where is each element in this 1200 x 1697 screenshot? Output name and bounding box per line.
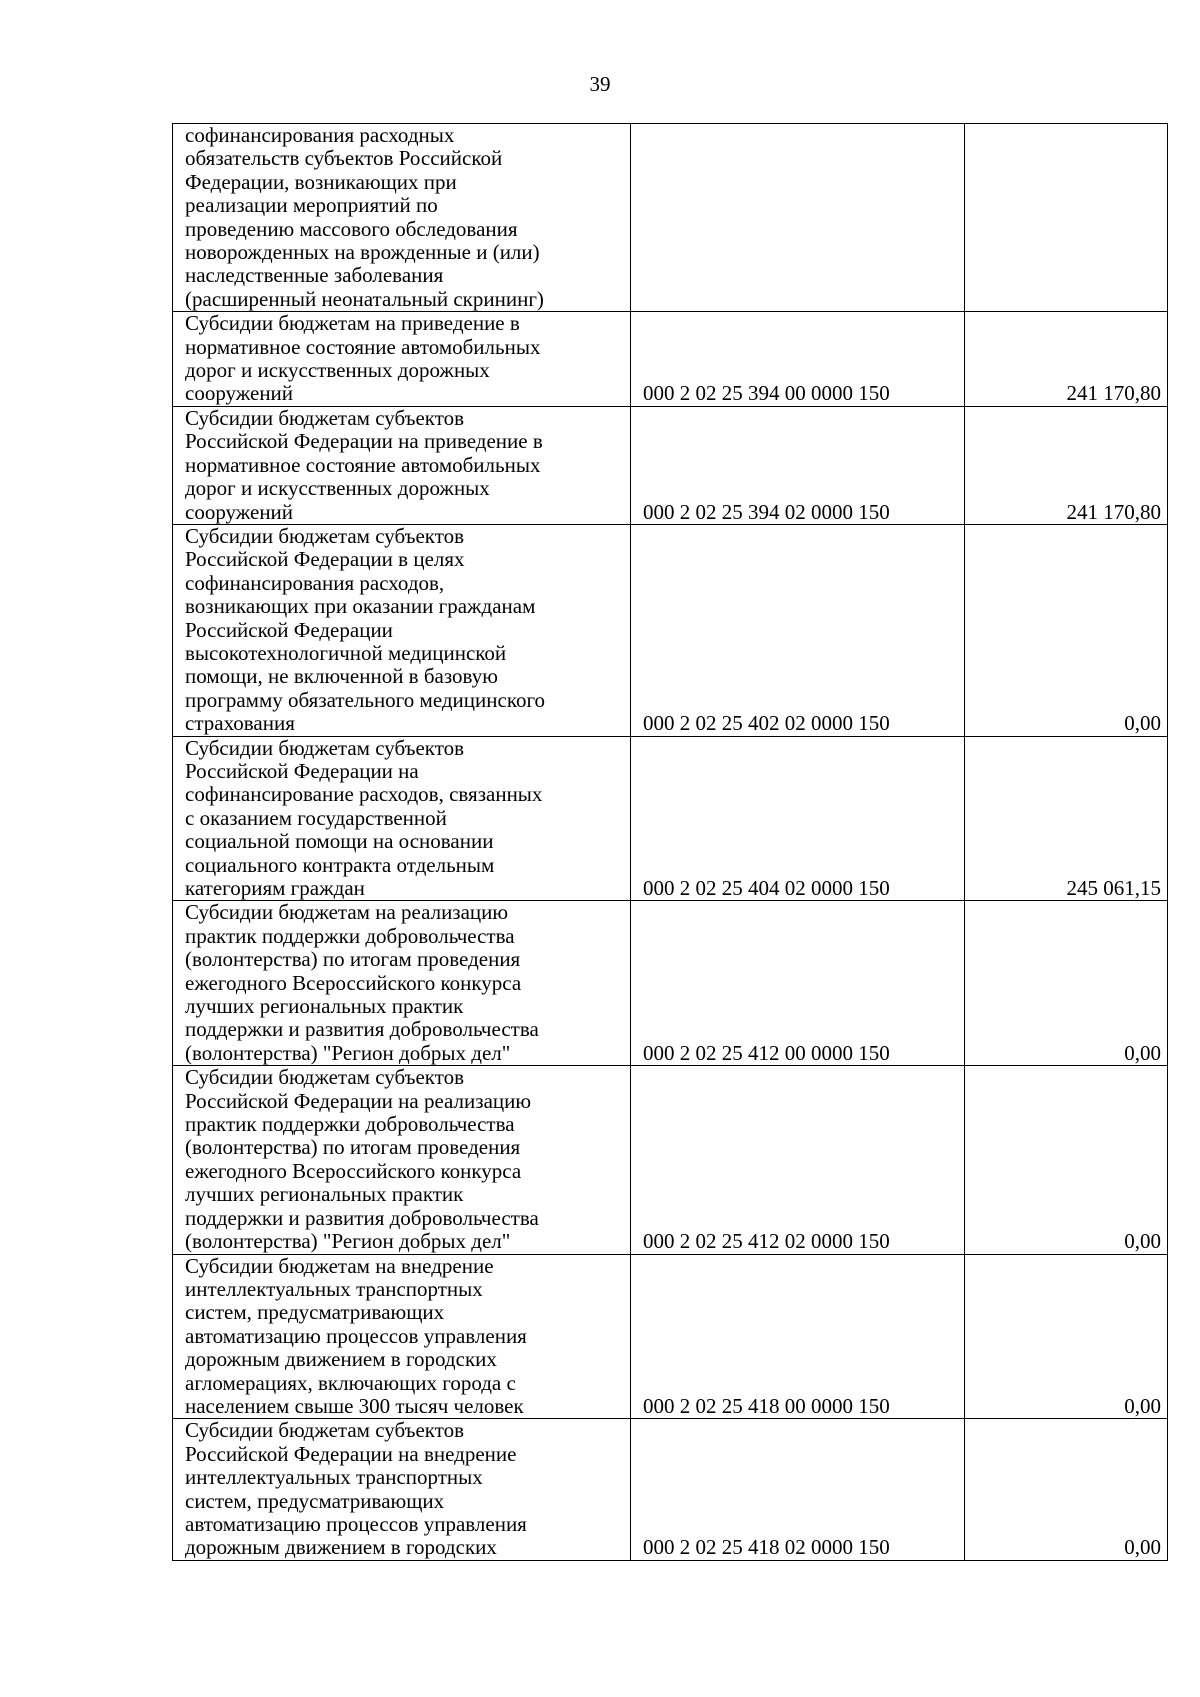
description-cell [173, 1066, 631, 1254]
row-description: Субсидии бюджетам субъектов Российской Федерации на софинансирование расходов, связанных с оказанием государственной социальной помощи на основании социального контракта отдельным категориям граждан [185, 735, 543, 900]
code-cell: 000 2 02 25 418 00 0000 150 [631, 1254, 965, 1419]
amount-cell: 241 170,80 [965, 312, 1168, 407]
amount-cell: 0,00 [965, 1066, 1168, 1254]
row-description: Субсидии бюджетам субъектов Российской Федерации на реализацию практик поддержки добровольчества (волонтерства) по итогам проведения ежегодного Всероссийского конкурса лучших региональных практик поддержки и развития добровольчества (волонтерства) "Регион добрых дел" [185, 1065, 539, 1254]
table-row [173, 406, 1168, 524]
description-cell [173, 312, 631, 407]
amount-cell: 0,00 [965, 901, 1168, 1066]
table-row [173, 312, 1168, 407]
code-cell: 000 2 02 25 394 00 0000 150 [631, 312, 965, 407]
description-cell [173, 1419, 631, 1560]
table-row [173, 1419, 1168, 1560]
code-cell: 000 2 02 25 412 00 0000 150 [631, 901, 965, 1066]
code-cell: 000 2 02 25 394 02 0000 150 [631, 406, 965, 524]
description-cell [173, 124, 631, 312]
amount-cell: 0,00 [965, 1419, 1168, 1560]
table-row [173, 736, 1168, 901]
description-cell [173, 901, 631, 1066]
table-row [173, 1066, 1168, 1254]
amount-cell: 245 061,15 [965, 736, 1168, 901]
row-description: Субсидии бюджетам субъектов Российской Федерации на приведение в нормативное состояние автомобильных дорог и искусственных дорожных сооружений [185, 405, 543, 524]
amount-cell [965, 124, 1168, 312]
table-row [173, 1254, 1168, 1419]
row-description: Субсидии бюджетам субъектов Российской Федерации на внедрение интеллектуальных транспортных систем, предусматривающих автоматизацию процессов управления дорожным движением в городских [185, 1418, 527, 1560]
code-cell [631, 124, 965, 312]
code-cell: 000 2 02 25 402 02 0000 150 [631, 524, 965, 736]
table-row [173, 524, 1168, 736]
row-description: Субсидии бюджетам на внедрение интеллектуальных транспортных систем, предусматривающих автоматизацию процессов управления дорожным движением в городских агломерациях, включающих города с населением свыше 300 тысяч человек [185, 1253, 527, 1418]
code-cell: 000 2 02 25 404 02 0000 150 [631, 736, 965, 901]
table-row [173, 901, 1168, 1066]
row-description: софинансирования расходных обязательств субъектов Российской Федерации, возникающих при реализации мероприятий по проведению массового обследования новорожденных на врожденные и (или) наследственные заболевания (расширенный неонатальный скрининг) [185, 123, 544, 311]
row-description: Субсидии бюджетам на реализацию практик поддержки добровольчества (волонтерства) по итогам проведения ежегодного Всероссийского конкурса лучших региональных практик поддержки и развития добровольчества (волонтерства) "Регион добрых дел" [185, 900, 539, 1065]
row-description: Субсидии бюджетам на приведение в нормативное состояние автомобильных дорог и искусственных дорожных сооружений [185, 311, 541, 406]
description-cell [173, 1254, 631, 1419]
code-cell: 000 2 02 25 418 02 0000 150 [631, 1419, 965, 1560]
page-number: 39 [589, 72, 611, 96]
description-cell [173, 736, 631, 901]
row-description: Субсидии бюджетам субъектов Российской Федерации в целях софинансирования расходов, возникающих при оказании гражданам Российской Федерации высокотехнологичной медицинской помощи, не включенной в базовую программу обязательного медицинского страхования [185, 523, 546, 736]
amount-cell: 0,00 [965, 524, 1168, 736]
code-cell: 000 2 02 25 412 02 0000 150 [631, 1066, 965, 1254]
amount-cell: 0,00 [965, 1254, 1168, 1419]
budget-revenue-table [172, 123, 1168, 1561]
amount-cell: 241 170,80 [965, 406, 1168, 524]
description-cell [173, 524, 631, 736]
table-row [173, 124, 1168, 312]
description-cell [173, 406, 631, 524]
